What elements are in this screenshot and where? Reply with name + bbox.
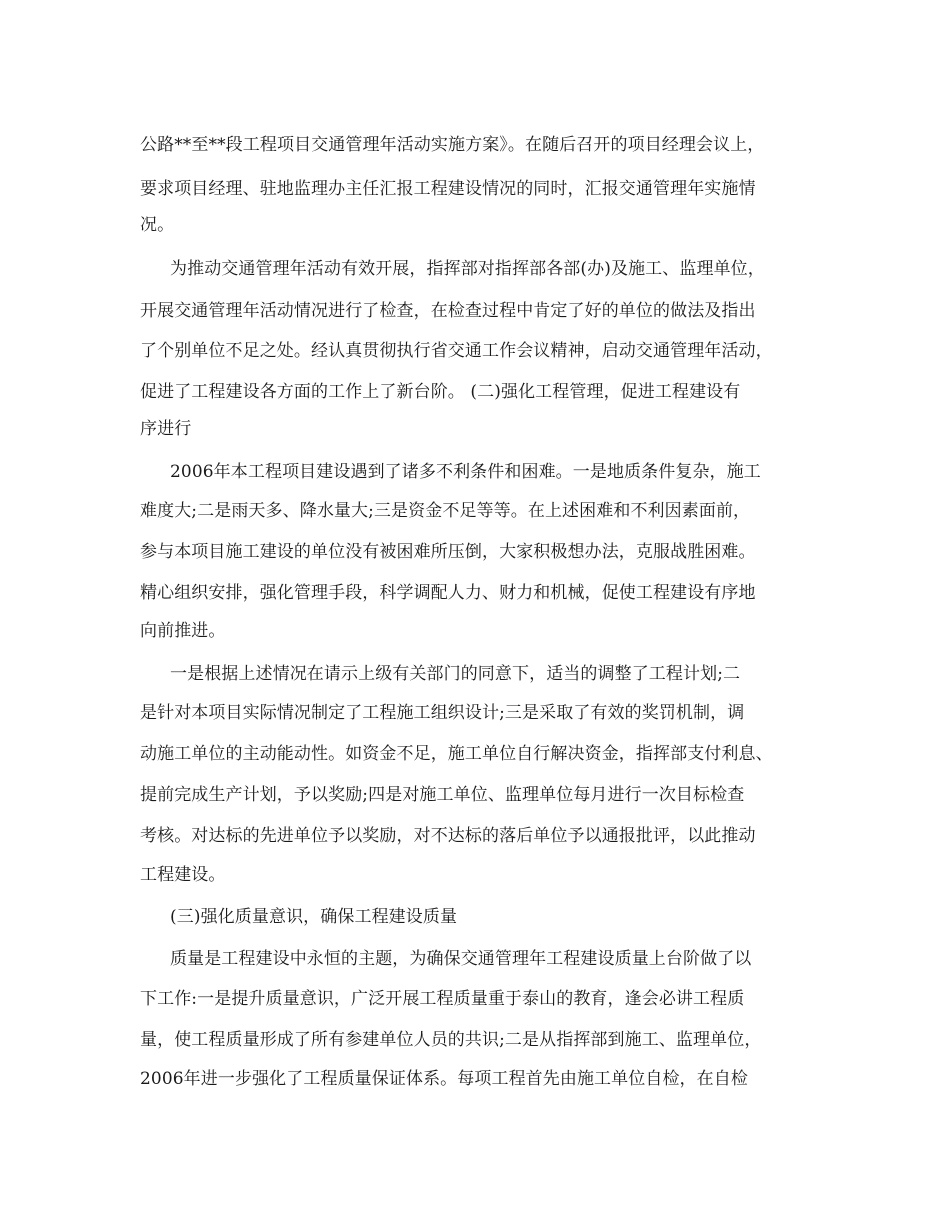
text-line: 难度大;二是雨天多、降水量大;三是资金不足等等。在上述困难和不利因素面前， xyxy=(140,501,751,521)
text-line: 2006年本工程项目建设遇到了诸多不利条件和困难。一是地质条件复杂，施工 xyxy=(170,462,761,482)
text-line: 2006年进一步强化了工程质量保证体系。每项工程首先由施工单位自检，在自检 xyxy=(140,1069,748,1089)
text-line: 了个别单位不足之处。经认真贯彻执行省交通工作会议精神，启动交通管理年活动， xyxy=(140,341,773,361)
text-line: 开展交通管理年活动情况进行了检查，在检查过程中肯定了好的单位的做法及指出 xyxy=(140,301,756,321)
text-line: 质量是工程建设中永恒的主题，为确保交通管理年工程建设质量上台阶做了以 xyxy=(170,949,752,969)
text-line: 精心组织安排，强化管理手段，科学调配人力、财力和机械，促使工程建设有序地 xyxy=(140,583,756,603)
section-heading: (三)强化质量意识，确保工程建设质量 xyxy=(170,907,458,927)
text-line: 序进行 xyxy=(140,419,192,439)
text-line: 公路**至**段工程项目交通管理年活动实施方案》。在随后召开的项目经理会议上， xyxy=(140,135,765,155)
text-line: 促进了工程建设各方面的工作上了新台阶。 (二)强化工程管理，促进工程建设有 xyxy=(140,382,741,402)
text-line: 为推动交通管理年活动有效开展，指挥部对指挥部各部(办)及施工、监理单位， xyxy=(170,259,765,279)
text-line: 下工作:一是提升质量意识，广泛开展工程质量重于泰山的教育，逢会必讲工程质 xyxy=(140,989,745,1009)
text-line: 向前推进。 xyxy=(140,621,226,641)
text-line: 提前完成生产计划，予以奖励;四是对施工单位、监理单位每月进行一次目标检查 xyxy=(140,785,745,805)
text-line: 一是根据上述情况在请示上级有关部门的同意下，适当的调整了工程计划;二 xyxy=(170,664,741,684)
text-line: 动施工单位的主动能动性。如资金不足，施工单位自行解决资金，指挥部支付利息、 xyxy=(140,744,773,764)
text-line: 况。 xyxy=(140,215,175,235)
text-line: 是针对本项目实际情况制定了工程施工组织设计;三是采取了有效的奖罚机制，调 xyxy=(140,703,745,723)
text-line: 考核。对达标的先进单位予以奖励，对不达标的落后单位予以通报批评，以此推动 xyxy=(140,826,756,846)
text-line: 量，使工程质量形成了所有参建单位人员的共识;二是从指挥部到施工、监理单位， xyxy=(140,1030,762,1050)
text-line: 要求项目经理、驻地监理办主任汇报工程建设情况的同时，汇报交通管理年实施情 xyxy=(140,179,756,199)
text-line: 工程建设。 xyxy=(140,865,226,885)
text-line: 参与本项目施工建设的单位没有被困难所压倒，大家积极想办法，克服战胜困难。 xyxy=(140,542,756,562)
